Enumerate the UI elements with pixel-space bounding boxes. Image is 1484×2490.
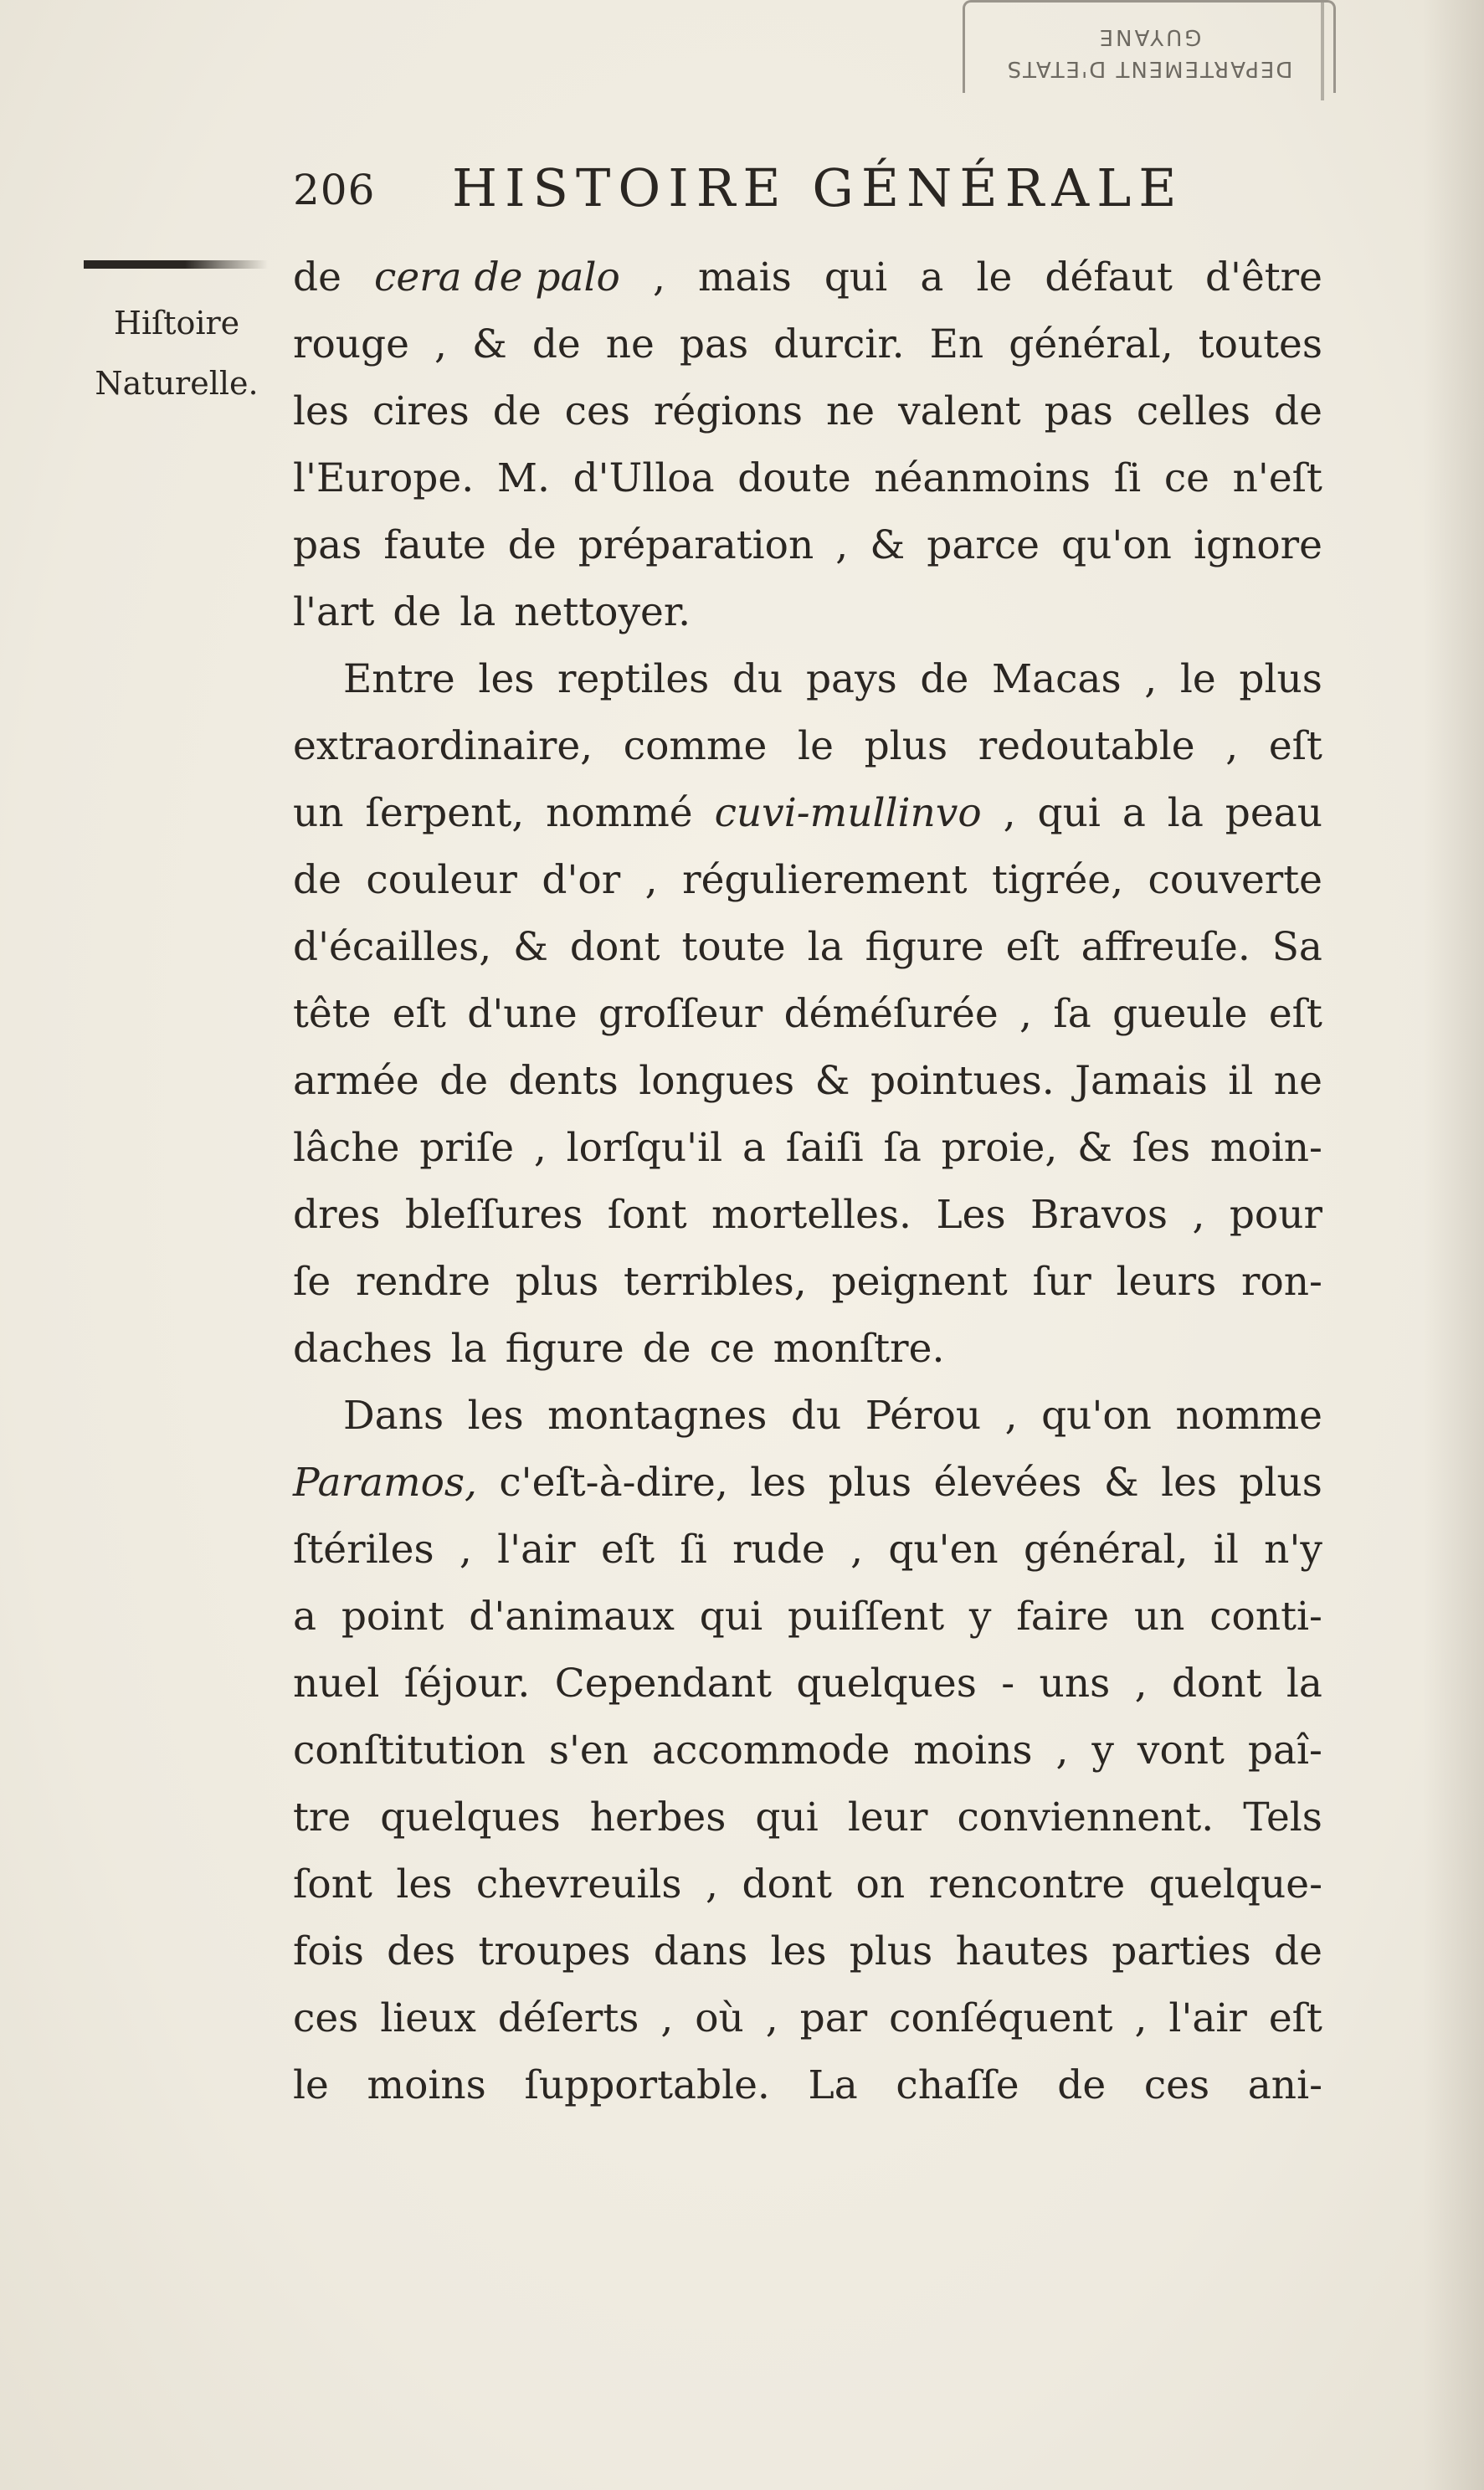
word: général, [1024,1527,1189,1573]
word: du [790,1393,842,1439]
word: la [807,924,844,970]
word: régulierement [682,857,968,903]
word: élevées [933,1460,1082,1506]
word: de [492,388,542,434]
word: les [293,388,349,434]
word: , [652,254,665,300]
word: chaſſe [896,2062,1019,2108]
word: pays [805,656,897,702]
word: proie, [941,1125,1058,1171]
word: armée [293,1058,419,1104]
text-line [293,713,1322,780]
word: la [450,1326,487,1372]
word: Entre [343,656,455,702]
word: a [293,1594,317,1640]
body-text [293,244,1322,2119]
word: puiſſent [787,1594,945,1640]
word: déméſurée [783,991,999,1037]
word: moins [913,1728,1033,1774]
word: & [870,522,906,568]
word: terribles, [624,1259,807,1305]
word: figure [865,924,984,970]
text-line [293,1450,1322,1517]
word: ſa [1053,991,1091,1037]
word: pas [679,321,749,367]
word: comme [623,723,768,769]
word: ce [1163,455,1209,501]
word: la [1167,790,1204,836]
word: gueule [1112,991,1248,1037]
word: défaut [1045,254,1173,300]
word: daches [293,1326,433,1372]
word: tigrée, [991,857,1124,903]
word: moins [367,2062,486,2108]
word: Tels [1243,1794,1322,1841]
word: les [467,1393,524,1439]
word: ſur [1032,1259,1091,1305]
word: nuel [293,1661,380,1707]
word: y [968,1594,992,1640]
word: de [293,254,341,300]
word: ſi [680,1527,707,1573]
word: dont [742,1861,833,1907]
word: eſt [1268,1995,1322,2041]
word: de [642,1326,691,1372]
word: , [1134,1995,1148,2041]
word: bleſſures [404,1192,583,1238]
word: il [1213,1527,1239,1573]
word: dont [1171,1661,1262,1707]
word: Pérou [865,1393,982,1439]
word: eſt [600,1527,655,1573]
word: n'eſt [1232,455,1322,501]
word: pointues. [870,1058,1055,1104]
word: , [1003,790,1016,836]
word: & [814,1058,850,1104]
word: conti- [1209,1594,1322,1640]
word: troupes [478,1928,631,1974]
word: du [732,656,783,702]
word: tre [293,1794,352,1841]
word: point [341,1594,444,1640]
word: , [1019,991,1032,1037]
word: faire [1016,1594,1110,1640]
word: , [644,857,658,903]
word: monſtre. [773,1326,945,1372]
word: groſſeur [598,991,763,1037]
word: ron- [1241,1259,1322,1305]
word: , [850,1527,864,1573]
word: la [1286,1661,1322,1707]
word: toutes [1198,321,1322,367]
word: le [798,723,834,769]
word: parce [927,522,1040,568]
word: ſa [883,1125,922,1171]
word: mortelles. [711,1192,912,1238]
word: qui [824,254,888,300]
word: l'art [293,589,375,635]
word: ces [1143,2062,1210,2108]
word: la [460,589,496,635]
word: dont [569,924,660,970]
text-line [293,1784,1322,1851]
word: a [742,1125,766,1171]
word: rendre [356,1259,490,1305]
word: Macas [991,656,1122,702]
word: les [396,1861,453,1907]
word: figure [505,1326,624,1372]
word: lieux [380,1995,476,2041]
word: n'y [1264,1527,1322,1573]
word: de [1057,2062,1107,2108]
word: , [533,1125,547,1171]
word: néanmoins [874,455,1091,501]
word: quelques [796,1661,977,1707]
text-line [293,981,1322,1048]
word: les [770,1928,827,1974]
word: durcir. [773,321,905,367]
word: par [799,1995,868,2041]
word: celles [1136,388,1251,434]
word: reptiles [557,656,710,702]
word: eſt [1268,991,1322,1037]
text-line [293,646,1322,713]
word: , [765,1995,778,2041]
word: lâche [293,1125,400,1171]
word: , [660,1995,674,2041]
word: le [1179,656,1216,702]
word: de [531,321,581,367]
word: qu'en [888,1527,999,1573]
word: , [1055,1728,1069,1774]
word: , [1225,723,1239,769]
word: faute [383,522,486,568]
word: d'Ulloa [573,455,715,501]
word: de [1274,388,1322,434]
text-line [293,1249,1322,1316]
word: doute [737,455,851,501]
word: les [478,656,535,702]
word: accommode [651,1728,891,1774]
word: cuvi-mullinvo [714,790,982,836]
word: nettoyer. [514,589,691,635]
word: toute [681,924,786,970]
word: Sa [1271,924,1322,970]
word: nommé [546,790,693,836]
word: d'une [467,991,578,1037]
text-line [293,1316,1322,1383]
word: nomme [1175,1393,1322,1439]
word: , [434,321,447,367]
word: couleur [366,857,517,903]
word: herbes [589,1794,727,1841]
text-line [293,1851,1322,1918]
word: a [920,254,944,300]
word: ne [605,321,655,367]
word: d'être [1204,254,1322,300]
word: eſt [1268,723,1322,769]
word: , [1004,1393,1018,1439]
word: priſe [419,1125,515,1171]
word: eſt [392,991,446,1037]
word: qui [699,1594,763,1640]
word: qu'on [1041,1393,1152,1439]
word: pour [1229,1192,1322,1238]
word: longues [639,1058,795,1104]
word: , [1192,1192,1205,1238]
word: de [507,522,557,568]
text-line [293,311,1322,378]
word: ignore [1193,522,1322,568]
word: conſtitution [293,1728,526,1774]
word: dans [653,1928,748,1974]
text-line [293,1985,1322,2052]
word: , [1134,1661,1148,1707]
word: général, [1009,321,1173,367]
word: Dans [343,1393,444,1439]
word: ſi [1113,455,1142,501]
word: M. [496,455,550,501]
word: extraordinaire, [293,723,593,769]
word: de [439,1058,489,1104]
word: le [293,2062,329,2108]
word: ani- [1247,2062,1322,2108]
word: plus [864,723,948,769]
word: tête [293,991,372,1037]
word: de [920,656,969,702]
text-line [293,1383,1322,1450]
word: c'eſt-à-dire, [499,1460,728,1506]
word: préparation [578,522,814,568]
text-line [293,512,1322,579]
word: chevreuils [475,1861,682,1907]
word: quelques [380,1794,561,1841]
page-header [293,157,1247,224]
margin-note [80,293,273,413]
word: les [750,1460,807,1506]
stamp-edge [1321,0,1324,100]
word: ſerpent, [365,790,525,836]
word: redoutable [978,723,1195,769]
word: d'animaux [469,1594,675,1640]
word: lorſqu'il [566,1125,723,1171]
running-title: HISTOIRE GÉNÉRALE [452,157,1184,218]
word: de [293,857,341,903]
word: mais [697,254,792,300]
word: plus [515,1259,599,1305]
word: plus [849,1928,933,1974]
word: fois [293,1928,364,1974]
stamp-line-1: DEPARTEMENT D'ETATS [1005,56,1293,81]
word: Bravos [1030,1192,1168,1238]
text-line [293,780,1322,847]
word: , [835,522,849,568]
word: l'Europe. [293,455,475,501]
word: pas [293,522,362,568]
margin-rule [84,260,268,269]
word: cera de palo [374,254,620,300]
word: ſtériles [293,1527,434,1573]
word: couverte [1148,857,1322,903]
word: peau [1225,790,1322,836]
word: dents [508,1058,619,1104]
word: valent [898,388,1021,434]
word: ſont [607,1192,687,1238]
word: il [1228,1058,1254,1104]
word: cires [372,388,470,434]
word: ſéjour. [403,1661,531,1707]
word: le [976,254,1013,300]
word: affreuſe. [1081,924,1250,970]
word: d'or [542,857,621,903]
word: vont [1137,1728,1225,1774]
library-stamp [963,0,1336,93]
word: Paramos, [293,1460,477,1506]
word: qui [1037,790,1101,836]
word: s'en [548,1728,629,1774]
word: quelque- [1148,1861,1322,1907]
margin-note-line-1: Hiſtoire [113,305,240,341]
word: paî- [1247,1728,1322,1774]
word: plus [1239,656,1322,702]
word: ce [709,1326,755,1372]
word: Cependant [554,1661,772,1707]
word: rouge [293,321,409,367]
text-line [293,1115,1322,1182]
word: rude [732,1527,825,1573]
word: déſerts [497,1995,639,2041]
text-line [293,1717,1322,1784]
text-line [293,914,1322,981]
word: ces [564,388,630,434]
word: , [706,1861,718,1907]
word: rencontre [928,1861,1126,1907]
word: & [513,924,548,970]
word: leurs [1116,1259,1217,1305]
word: régions [653,388,803,434]
text-line [293,1651,1322,1717]
word: parties [1112,1928,1251,1974]
text-line [293,2052,1322,2119]
word: qu'on [1061,522,1172,568]
word: leur [847,1794,928,1841]
word: montagnes [547,1393,768,1439]
word: des [387,1928,456,1974]
word: ſe [293,1259,331,1305]
word: l'air [497,1527,576,1573]
page-number: 206 [293,166,376,214]
text-line [293,378,1322,445]
word: qui [755,1794,819,1841]
word: de [1274,1928,1322,1974]
word: plus [1239,1460,1322,1506]
stamp-line-2: GUYANE [1096,24,1202,49]
word: les [1161,1460,1218,1506]
text-line [293,244,1322,311]
word: l'air [1168,1995,1247,2041]
word: ſont [293,1861,372,1907]
word: conſéquent [889,1995,1113,2041]
text-line [293,1584,1322,1651]
word: on [855,1861,906,1907]
word: ne [1273,1058,1322,1104]
text-line [293,1918,1322,1985]
word: eſt [1005,924,1060,970]
word: moin- [1209,1125,1322,1171]
word: uns [1039,1661,1111,1707]
word: d'écailles, [293,924,492,970]
word: pas [1044,388,1113,434]
word: ne [826,388,876,434]
word: ſaiſi [785,1125,864,1171]
word: , [1144,656,1158,702]
page-edge-shadow [1423,0,1484,2490]
text-line [293,1517,1322,1584]
word: plus [828,1460,912,1506]
word: conviennent. [957,1794,1214,1841]
word: En [929,321,984,367]
word: ſupportable. [524,2062,770,2108]
word: ces [293,1995,359,2041]
word: peignent [831,1259,1008,1305]
word: a [1122,790,1146,836]
margin-note-line-2: Naturelle. [95,365,259,402]
word: Jamais [1075,1058,1208,1104]
word: y [1091,1728,1114,1774]
word: , [459,1527,472,1573]
word: & [1077,1125,1112,1171]
text-line [293,1048,1322,1115]
word: - [1001,1661,1015,1707]
word: de [393,589,442,635]
word: La [808,2062,858,2108]
text-line [293,1182,1322,1249]
text-line [293,579,1322,646]
word: où [695,1995,744,2041]
word: Les [936,1192,1006,1238]
word: un [293,790,344,836]
text-line [293,847,1322,914]
word: & [471,321,507,367]
word: hautes [955,1928,1089,1974]
word: dres [293,1192,381,1238]
word: un [1133,1594,1185,1640]
word: ſes [1132,1125,1191,1171]
text-line [293,445,1322,512]
word: & [1103,1460,1139,1506]
